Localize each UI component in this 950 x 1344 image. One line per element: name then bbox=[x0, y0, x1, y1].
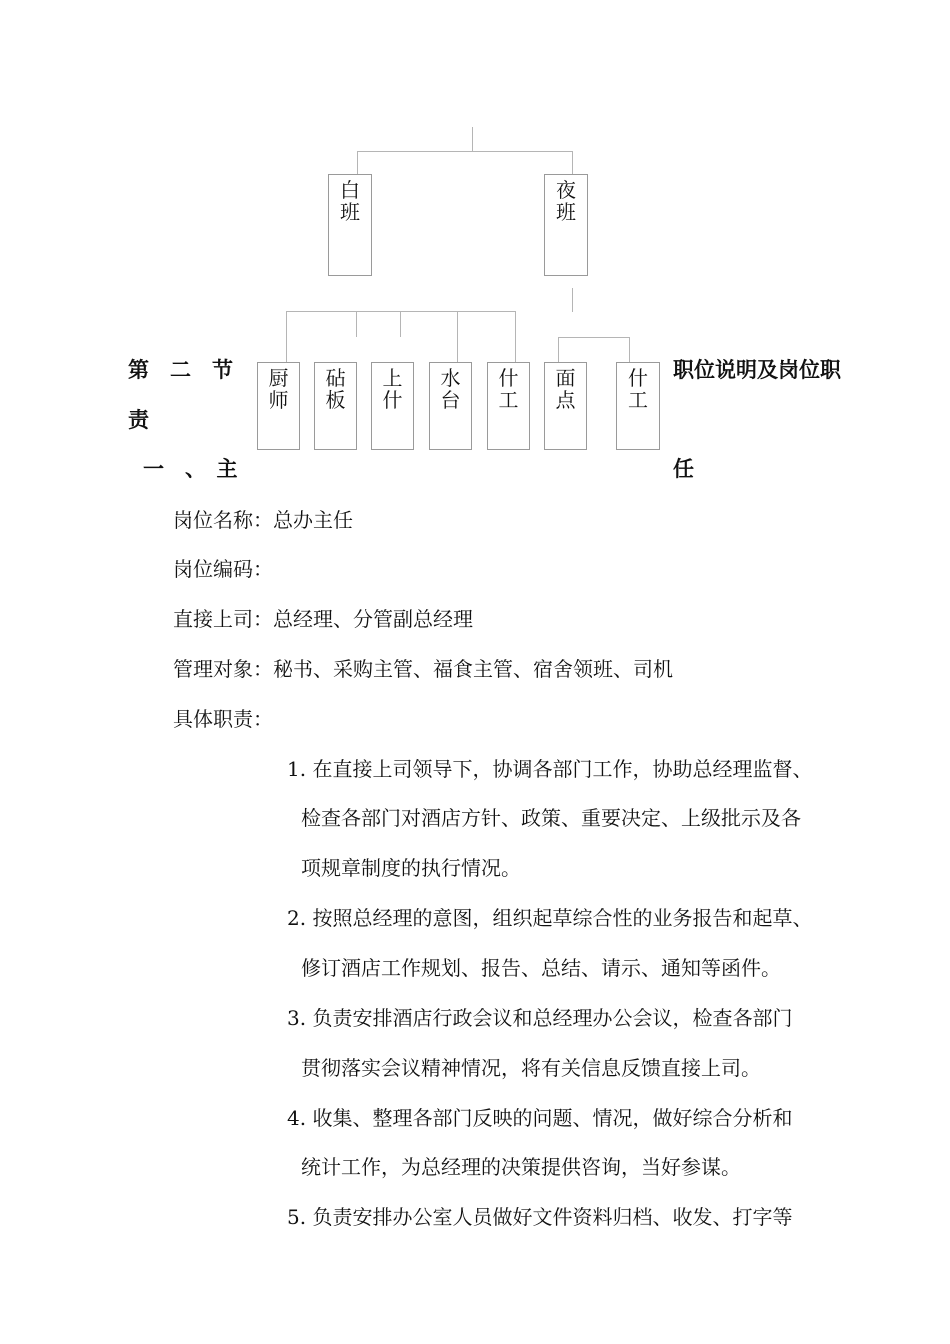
duty-line: 检查各部门对酒店方针、政策、重要决定、上级批示及各 bbox=[301, 806, 801, 830]
duty-line: 5. 负责安排办公室人员做好文件资料归档、收发、打字等 bbox=[287, 1205, 793, 1229]
connector bbox=[357, 151, 573, 152]
duty-line: 统计工作，为总经理的决策提供咨询，当好参谋。 bbox=[301, 1155, 741, 1179]
org-box-night-shift: 夜 班 bbox=[544, 174, 588, 276]
connector bbox=[515, 311, 516, 362]
superior-value: 总经理、分管副总经理 bbox=[273, 607, 473, 631]
connector bbox=[472, 127, 473, 151]
connector bbox=[357, 151, 358, 174]
duty-line: 2. 按照总经理的意图，组织起草综合性的业务报告和起草、 bbox=[287, 906, 813, 930]
connector bbox=[400, 311, 401, 337]
connector bbox=[629, 337, 630, 362]
subordinates-label: 管理对象： bbox=[173, 657, 273, 681]
org-box-role: 什 工 bbox=[487, 362, 530, 450]
superior-label: 直接上司： bbox=[173, 607, 273, 631]
org-box-role: 面 点 bbox=[544, 362, 587, 450]
connector bbox=[356, 311, 357, 337]
duty-line: 贯彻落实会议精神情况，将有关信息反馈直接上司。 bbox=[301, 1056, 761, 1080]
section-heading-part3: 责 bbox=[128, 408, 149, 432]
subheading-left: 一 、 主 bbox=[143, 457, 238, 481]
connector bbox=[558, 337, 630, 338]
duty-line: 4. 收集、整理各部门反映的问题、情况，做好综合分析和 bbox=[287, 1106, 793, 1130]
connector bbox=[286, 311, 516, 312]
org-box-role: 厨 师 bbox=[257, 362, 300, 450]
section-heading-part1: 第 二 节 bbox=[128, 358, 233, 382]
duty-line: 1. 在直接上司领导下，协调各部门工作，协助总经理监督、 bbox=[287, 757, 813, 781]
job-code-label: 岗位编码： bbox=[173, 557, 273, 581]
subordinates-row bbox=[173, 657, 673, 681]
connector bbox=[572, 288, 573, 312]
org-box-role: 什 工 bbox=[616, 362, 660, 450]
duty-line: 修订酒店工作规划、报告、总结、请示、通知等函件。 bbox=[301, 956, 781, 980]
subheading-right: 任 bbox=[673, 457, 694, 481]
job-name-value: 总办主任 bbox=[273, 508, 353, 532]
job-code-row bbox=[173, 557, 273, 581]
subordinates-value: 秘书、采购主管、福食主管、宿舍领班、司机 bbox=[273, 657, 673, 681]
org-box-role: 水 台 bbox=[429, 362, 472, 450]
connector bbox=[558, 337, 559, 362]
connector bbox=[286, 311, 287, 362]
section-heading-part2: 职位说明及岗位职 bbox=[673, 358, 841, 382]
duty-line: 项规章制度的执行情况。 bbox=[301, 856, 521, 880]
org-box-role: 砧 板 bbox=[314, 362, 357, 450]
duties-label: 具体职责： bbox=[173, 707, 273, 731]
job-name-row bbox=[173, 508, 353, 532]
connector bbox=[572, 151, 573, 174]
duty-line: 3. 负责安排酒店行政会议和总经理办公会议，检查各部门 bbox=[287, 1006, 793, 1030]
job-name-label: 岗位名称： bbox=[173, 508, 273, 532]
org-box-day-shift: 白 班 bbox=[328, 174, 372, 276]
org-box-role: 上 什 bbox=[371, 362, 414, 450]
superior-row bbox=[173, 607, 473, 631]
connector bbox=[457, 311, 458, 362]
